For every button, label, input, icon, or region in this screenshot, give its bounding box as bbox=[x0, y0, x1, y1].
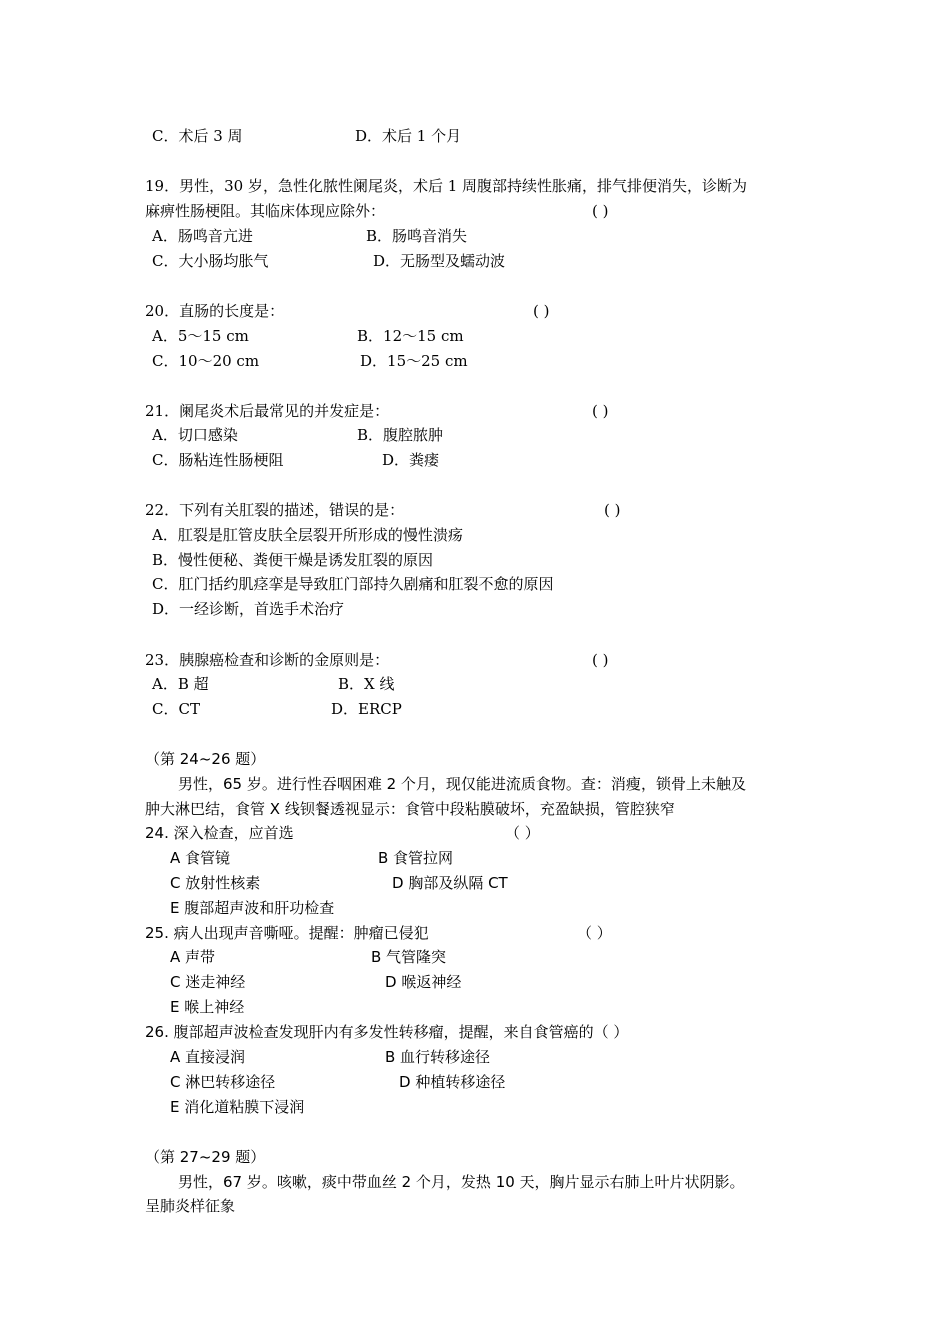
q21-answer-paren: ( ) bbox=[592, 402, 609, 420]
q24-option-c: C 放射性核素 bbox=[170, 874, 261, 892]
q22-option-a: A．肛裂是肛管皮肤全层裂开所形成的慢性溃疡 bbox=[152, 526, 463, 544]
q20-answer-paren: ( ) bbox=[533, 302, 550, 320]
q24-option-a: A 食管镜 bbox=[170, 849, 231, 867]
q23-option-c: C．CT bbox=[152, 700, 200, 718]
q19-option-c: C．大小肠均胀气 bbox=[152, 252, 269, 270]
q24-option-b: B 食管拉网 bbox=[378, 849, 454, 867]
q25-option-d: D 喉返神经 bbox=[385, 973, 462, 991]
q25-option-c: C 迷走神经 bbox=[170, 973, 246, 991]
q23-stem: 23．胰腺癌检查和诊断的金原则是： bbox=[145, 651, 390, 669]
q26-option-c: C 淋巴转移途径 bbox=[170, 1073, 276, 1091]
q21-option-c: C．肠粘连性肠梗阻 bbox=[152, 451, 284, 469]
group27-header: （第 27~29 题） bbox=[145, 1148, 266, 1166]
q22-answer-paren: ( ) bbox=[604, 501, 621, 519]
group24-case-line1: 男性，65 岁。进行性吞咽困难 2 个月，现仅能进流质食物。查：消瘦，锁骨上未触及 bbox=[178, 775, 746, 793]
q21-option-a: A．切口感染 bbox=[152, 426, 238, 444]
q19-answer-paren: ( ) bbox=[592, 202, 609, 220]
group24-case-line2: 肿大淋巴结，食管 X 线钡餐透视显示：食管中段粘膜破坏，充盈缺损，管腔狭窄 bbox=[145, 800, 675, 818]
q19-stem-line2: 麻痹性肠梗阻。其临床体现应除外： bbox=[145, 202, 386, 220]
q25-stem: 25. 病人出现声音嘶哑。提醒：肿瘤已侵犯 bbox=[145, 924, 429, 942]
q23-option-b: B．X 线 bbox=[338, 675, 395, 693]
q21-stem: 21．阑尾炎术后最常见的并发症是： bbox=[145, 402, 390, 420]
q26-stem: 26. 腹部超声波检查发现肝内有多发性转移瘤，提醒，来自食管癌的（ ） bbox=[145, 1023, 629, 1041]
group27-case-line1: 男性，67 岁。咳嗽，痰中带血丝 2 个月，发热 10 天，胸片显示右肺上叶片状阴影。 bbox=[178, 1173, 745, 1191]
q21-option-b: B．腹腔脓肿 bbox=[357, 426, 444, 444]
q26-option-e: E 消化道粘膜下浸润 bbox=[170, 1098, 305, 1116]
q19-option-a: A．肠鸣音亢进 bbox=[152, 227, 253, 245]
q21-option-d: D．粪瘘 bbox=[382, 451, 440, 469]
q22-stem: 22．下列有关肛裂的描述，错误的是： bbox=[145, 501, 405, 519]
group27-case-line2: 呈肺炎样征象 bbox=[145, 1197, 236, 1215]
q24-option-e: E 腹部超声波和肝功检查 bbox=[170, 899, 335, 917]
q25-option-b: B 气管隆突 bbox=[371, 948, 447, 966]
q20-stem: 20．直肠的长度是： bbox=[145, 302, 285, 320]
q25-option-a: A 声带 bbox=[170, 948, 216, 966]
q20-option-a: A．5～15 cm bbox=[152, 327, 249, 345]
q26-option-d: D 种植转移途径 bbox=[399, 1073, 506, 1091]
q22-option-b: B．慢性便秘、粪便干燥是诱发肛裂的原因 bbox=[152, 551, 434, 569]
q24-option-d: D 胸部及纵隔 CT bbox=[392, 874, 508, 892]
q26-option-b: B 血行转移途径 bbox=[385, 1048, 491, 1066]
q26-option-a: A 直接浸润 bbox=[170, 1048, 246, 1066]
q19-option-d: D．无肠型及蠕动波 bbox=[373, 252, 506, 270]
group24-header: （第 24~26 题） bbox=[145, 750, 266, 768]
q23-option-d: D．ERCP bbox=[331, 700, 402, 718]
q24-answer-paren: （ ） bbox=[505, 824, 540, 842]
q20-option-b: B．12～15 cm bbox=[357, 327, 464, 345]
q18-option-c: C．术后 3 周 bbox=[152, 127, 243, 145]
q23-option-a: A．B 超 bbox=[152, 675, 209, 693]
q23-answer-paren: ( ) bbox=[592, 651, 609, 669]
q18-option-d: D．术后 1 个月 bbox=[355, 127, 462, 145]
q20-option-c: C．10～20 cm bbox=[152, 352, 260, 370]
q20-option-d: D．15～25 cm bbox=[360, 352, 468, 370]
q22-option-c: C．肛门括约肌痉挛是导致肛门部持久剧痛和肛裂不愈的原因 bbox=[152, 575, 554, 593]
q19-stem-line1: 19．男性，30 岁，急性化脓性阑尾炎，术后 1 周腹部持续性胀痛，排气排便消失，诊断为 bbox=[145, 177, 748, 195]
q25-option-e: E 喉上神经 bbox=[170, 998, 245, 1016]
q25-answer-paren: （ ） bbox=[577, 924, 612, 942]
q24-stem: 24. 深入检查，应首选 bbox=[145, 824, 294, 842]
q19-option-b: B．肠鸣音消失 bbox=[366, 227, 468, 245]
q22-option-d: D．一经诊断，首选手术治疗 bbox=[152, 600, 345, 618]
